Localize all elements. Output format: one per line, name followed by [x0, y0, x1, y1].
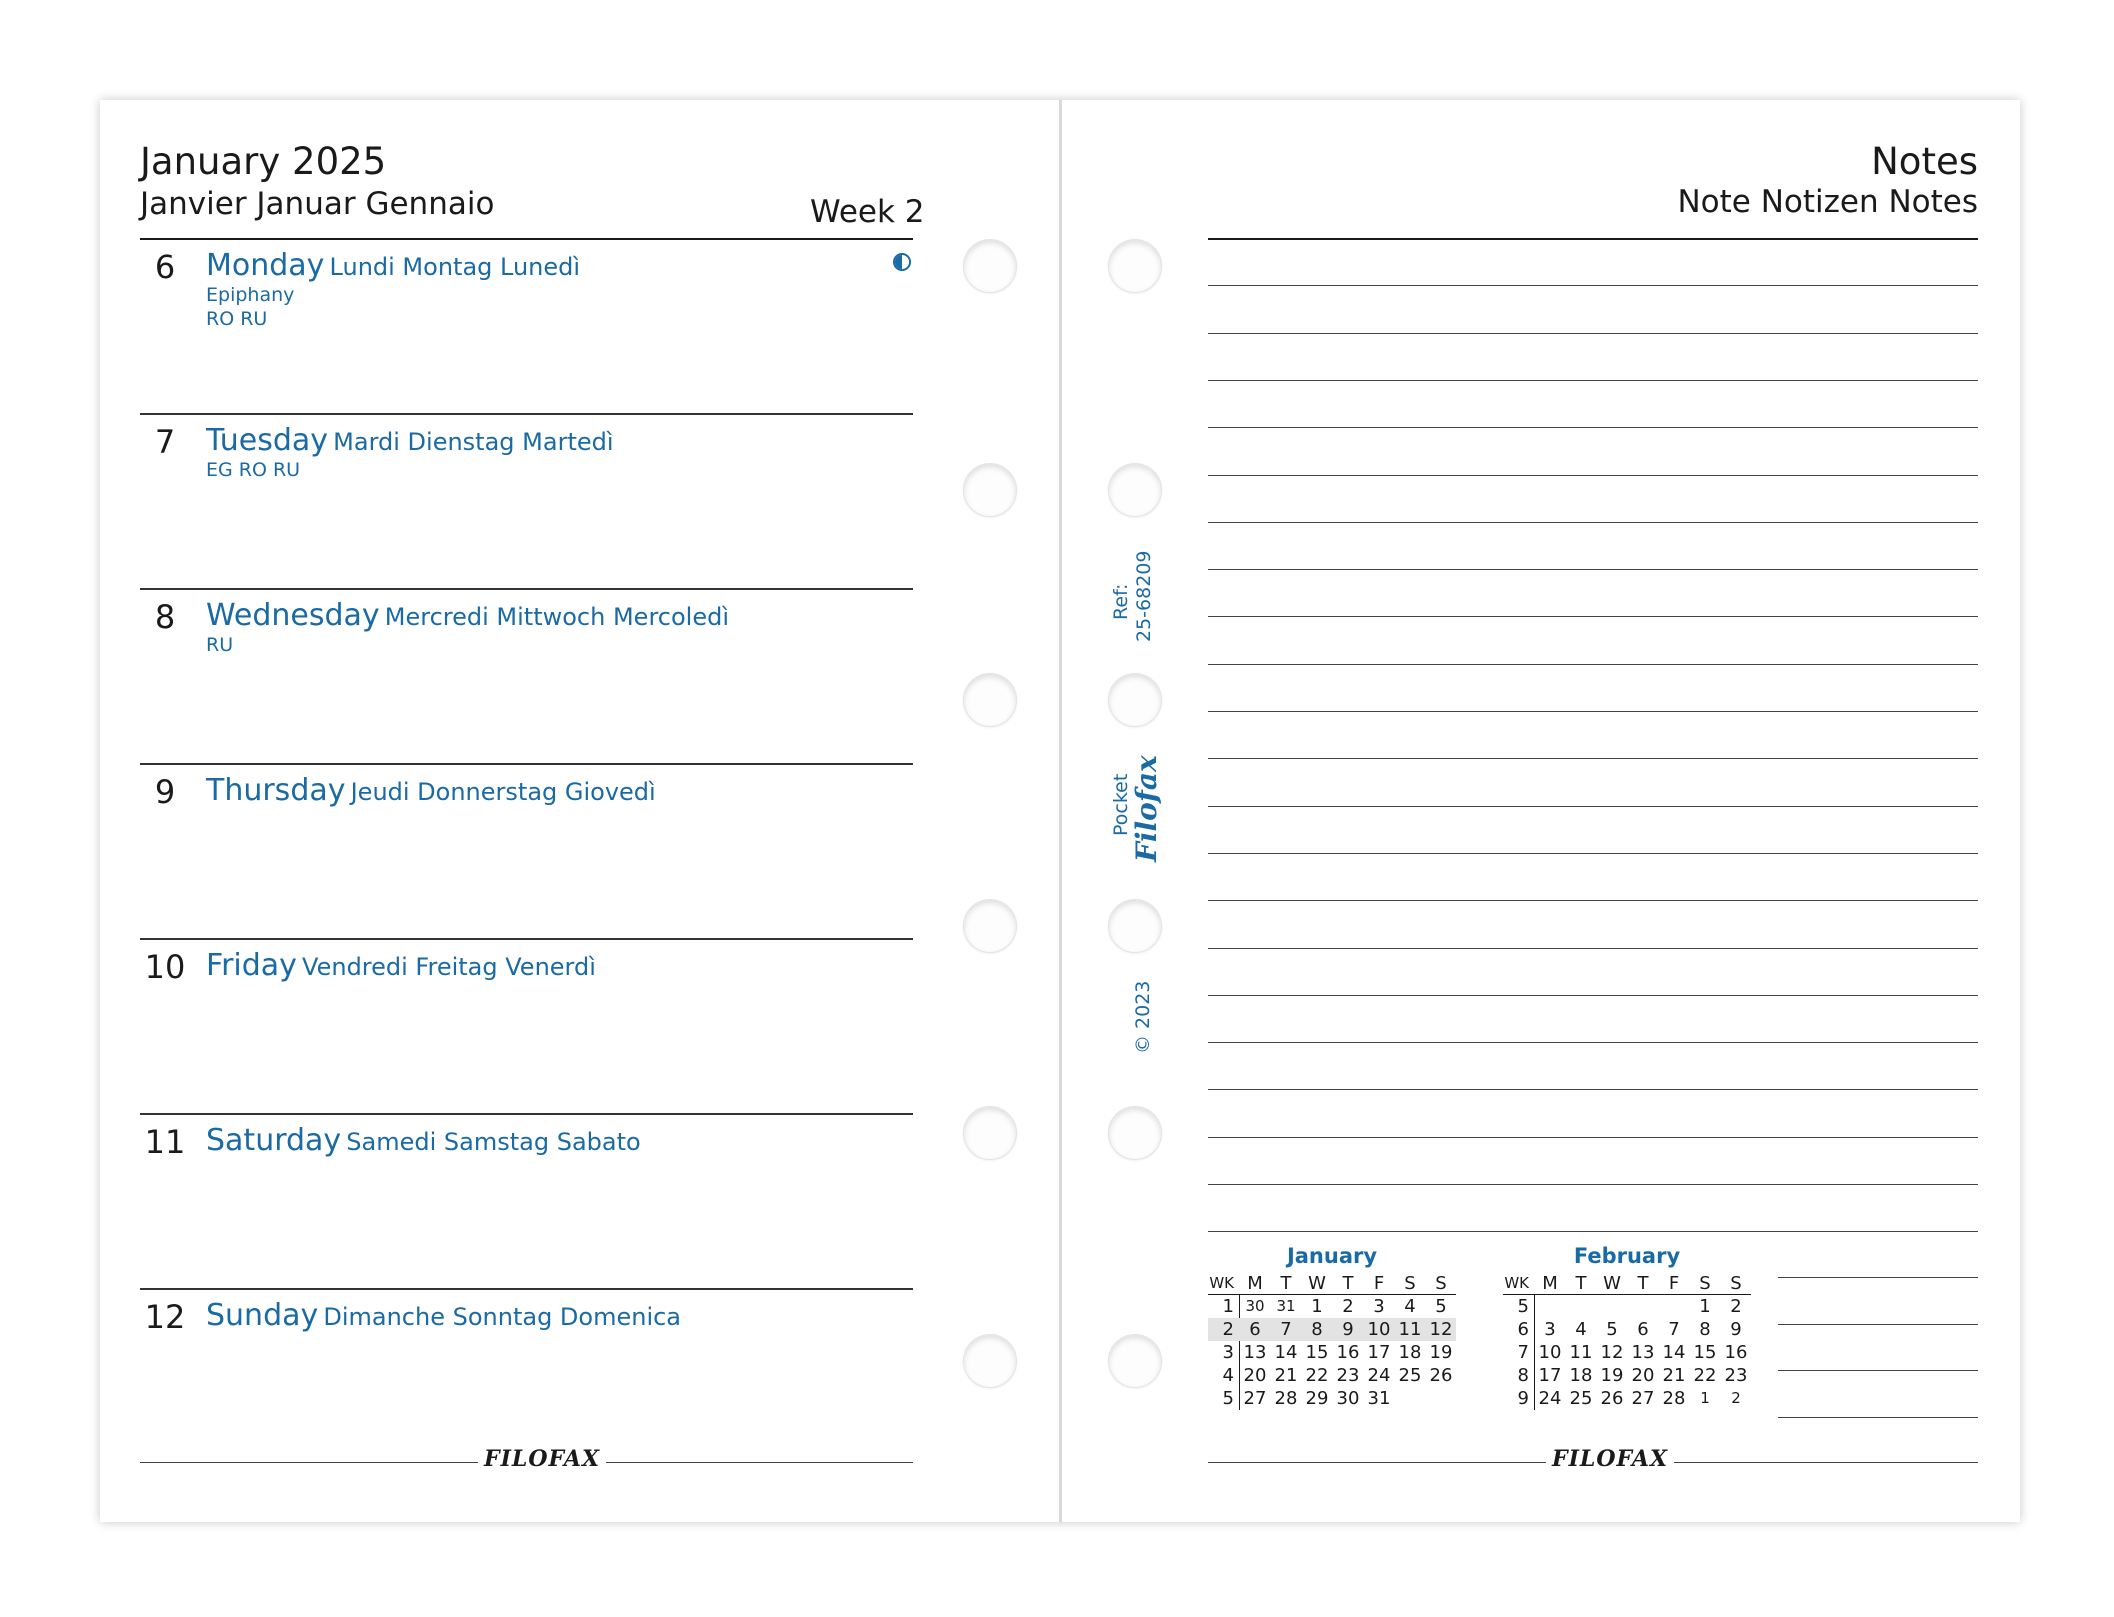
- note-line: [1208, 1231, 1978, 1232]
- calendar-date: 19: [1600, 1365, 1624, 1386]
- calendar-date: 25: [1569, 1388, 1593, 1409]
- day-name: Saturday: [206, 1123, 342, 1158]
- calendar-date: 17: [1367, 1342, 1391, 1363]
- note-line: [1208, 285, 1978, 286]
- day-heading: [206, 248, 580, 283]
- calendar-date: 21: [1274, 1365, 1298, 1386]
- calendar-date: 14: [1662, 1342, 1686, 1363]
- mini-calendar-week-row: [1503, 1341, 1753, 1364]
- note-line: [1208, 569, 1978, 570]
- ring-hole: [1108, 1334, 1162, 1388]
- page-gutter: [1059, 100, 1062, 1522]
- day-divider: [140, 413, 913, 415]
- calendar-date: 7: [1668, 1319, 1680, 1340]
- calendar-date: 6: [1637, 1319, 1649, 1340]
- calendar-date: 6: [1249, 1319, 1261, 1340]
- ref-number: 25-68209: [1133, 550, 1155, 642]
- calendar-date: 5: [1435, 1296, 1447, 1317]
- ring-hole: [963, 239, 1017, 293]
- weekday-header: T: [1637, 1273, 1649, 1294]
- day-divider: [140, 1288, 913, 1290]
- day-heading: [206, 773, 656, 808]
- mini-calendar-header: [1208, 1272, 1458, 1295]
- note-line-short: [1778, 1277, 1978, 1278]
- week-number: 7: [1517, 1342, 1529, 1363]
- calendar-date: 24: [1367, 1365, 1391, 1386]
- ring-hole: [1108, 463, 1162, 517]
- week-number: 3: [1222, 1342, 1234, 1363]
- day-translations: Mercredi Mittwoch Mercoledì: [384, 603, 729, 631]
- calendar-date: 9: [1342, 1319, 1354, 1340]
- brand-logo: Filofax: [1130, 755, 1163, 862]
- day-divider: [140, 1113, 913, 1115]
- calendar-date: 16: [1724, 1342, 1748, 1363]
- calendar-date: 5: [1606, 1319, 1618, 1340]
- ring-hole: [963, 1106, 1017, 1160]
- day-note: RO RU: [206, 308, 268, 330]
- format-label: Pocket: [1110, 773, 1132, 836]
- mini-calendar-week-row: [1503, 1387, 1753, 1410]
- calendar-date: 28: [1274, 1388, 1298, 1409]
- calendar-date: 21: [1662, 1365, 1686, 1386]
- note-line: [1208, 853, 1978, 854]
- weekday-header: S: [1730, 1273, 1742, 1294]
- week-number: 5: [1517, 1296, 1529, 1317]
- mini-calendar-title: February: [1573, 1244, 1681, 1268]
- calendar-date: 1: [1311, 1296, 1323, 1317]
- note-line: [1208, 806, 1978, 807]
- day-translations: Samedi Samstag Sabato: [346, 1128, 641, 1156]
- day-translations: Jeudi Donnerstag Giovedì: [350, 778, 656, 806]
- day-name: Friday: [206, 948, 297, 983]
- ring-hole: [1108, 239, 1162, 293]
- note-line: [1208, 711, 1978, 712]
- calendar-date: 18: [1398, 1342, 1422, 1363]
- week-number: 8: [1517, 1365, 1529, 1386]
- day-divider: [140, 588, 913, 590]
- note-line: [1208, 380, 1978, 381]
- weekday-header: F: [1668, 1273, 1680, 1294]
- weekday-header: T: [1575, 1273, 1587, 1294]
- calendar-date: 3: [1544, 1319, 1556, 1340]
- day-heading: [206, 423, 614, 458]
- calendar-date: 22: [1305, 1365, 1329, 1386]
- weekday-header: T: [1280, 1273, 1292, 1294]
- note-line: [1208, 948, 1978, 949]
- day-name: Tuesday: [206, 423, 329, 458]
- calendar-date: 15: [1305, 1342, 1329, 1363]
- calendar-date: 7: [1280, 1319, 1292, 1340]
- day-translations: Vendredi Freitag Venerdì: [302, 953, 596, 981]
- ref-label: Ref:: [1110, 583, 1132, 620]
- page-title: January 2025: [140, 140, 387, 183]
- mini-calendar-week-row: [1208, 1387, 1458, 1410]
- note-line: [1208, 333, 1978, 334]
- calendar-date: 4: [1404, 1296, 1416, 1317]
- day-heading: [206, 1298, 681, 1333]
- ring-hole: [1108, 899, 1162, 953]
- calendar-date: 25: [1398, 1365, 1422, 1386]
- calendar-date: 1: [1700, 1389, 1710, 1407]
- day-translations: Dimanche Sonntag Domenica: [323, 1303, 682, 1331]
- mini-calendar-week-row: [1208, 1295, 1458, 1318]
- week-number: 9: [1517, 1388, 1529, 1409]
- mini-calendar-title: January: [1286, 1244, 1378, 1268]
- day-translations: Lundi Montag Lunedì: [329, 253, 581, 281]
- weekday-header: W: [1308, 1273, 1326, 1294]
- calendar-date: 18: [1569, 1365, 1593, 1386]
- day-number: 9: [154, 773, 176, 811]
- calendar-date: 23: [1724, 1365, 1748, 1386]
- week-column-header: WK: [1209, 1274, 1234, 1292]
- mini-calendar-week-row: [1503, 1295, 1753, 1318]
- weekday-header: S: [1699, 1273, 1711, 1294]
- week-number: 4: [1222, 1365, 1234, 1386]
- ring-hole: [963, 463, 1017, 517]
- note-line: [1208, 522, 1978, 523]
- mini-calendar-week-row: [1208, 1364, 1458, 1387]
- calendar-date: 2: [1342, 1296, 1354, 1317]
- week-number: 2: [1222, 1319, 1234, 1340]
- weekday-header: S: [1404, 1273, 1416, 1294]
- calendar-date: 13: [1243, 1342, 1267, 1363]
- calendar-date: 20: [1631, 1365, 1655, 1386]
- calendar-date: 20: [1243, 1365, 1267, 1386]
- calendar-date: 11: [1398, 1319, 1422, 1340]
- filofax-logo-right: FILOFAX: [1546, 1446, 1674, 1472]
- day-note: RU: [206, 634, 234, 656]
- calendar-date: 27: [1631, 1388, 1655, 1409]
- note-line: [1208, 1089, 1978, 1090]
- calendar-date: 3: [1373, 1296, 1385, 1317]
- calendar-date: 30: [1336, 1388, 1360, 1409]
- week-column-header: WK: [1504, 1274, 1529, 1292]
- calendar-date: 13: [1631, 1342, 1655, 1363]
- weekday-header: W: [1603, 1273, 1621, 1294]
- note-line: [1208, 995, 1978, 996]
- note-line-short: [1778, 1417, 1978, 1418]
- note-line: [1208, 664, 1978, 665]
- note-line: [1208, 758, 1978, 759]
- calendar-date: 12: [1429, 1319, 1453, 1340]
- ring-hole: [1108, 673, 1162, 727]
- weekday-header: M: [1247, 1273, 1263, 1294]
- note-line: [1208, 900, 1978, 901]
- day-number: 12: [144, 1298, 186, 1336]
- day-note: EG RO RU: [206, 459, 301, 481]
- day-translations: Mardi Dienstag Martedì: [333, 428, 614, 456]
- calendar-date: 22: [1693, 1365, 1717, 1386]
- day-divider: [140, 763, 913, 765]
- calendar-date: 1: [1699, 1296, 1711, 1317]
- day-heading: [206, 1123, 641, 1158]
- calendar-date: 23: [1336, 1365, 1360, 1386]
- day-heading: [206, 598, 729, 633]
- day-name: Monday: [206, 248, 325, 283]
- note-line: [1208, 427, 1978, 428]
- calendar-date: 8: [1311, 1319, 1323, 1340]
- calendar-date: 10: [1367, 1319, 1391, 1340]
- week-label: Week 2: [810, 194, 925, 230]
- note-line: [1208, 1184, 1978, 1185]
- note-line: [1208, 616, 1978, 617]
- filofax-logo: FILOFAX: [478, 1446, 606, 1472]
- mini-calendar-week-row: [1503, 1364, 1753, 1387]
- calendar-date: 17: [1538, 1365, 1562, 1386]
- day-heading: [206, 948, 596, 983]
- note-line-short: [1778, 1370, 1978, 1371]
- day-number: 10: [144, 948, 186, 986]
- week-number: 1: [1222, 1296, 1234, 1317]
- notes-title: Notes: [1871, 140, 1978, 183]
- ring-hole: [963, 673, 1017, 727]
- day-name: Wednesday: [206, 598, 380, 633]
- calendar-date: 28: [1662, 1388, 1686, 1409]
- day-name: Thursday: [206, 773, 346, 808]
- calendar-date: 31: [1276, 1297, 1296, 1315]
- note-line: [1208, 475, 1978, 476]
- day-number: 6: [154, 248, 176, 286]
- day-number: 7: [154, 423, 176, 461]
- note-line: [1208, 1137, 1978, 1138]
- first-quarter-moon-icon: [893, 253, 911, 271]
- calendar-date: 24: [1538, 1388, 1562, 1409]
- calendar-date: 15: [1693, 1342, 1717, 1363]
- weekday-header: T: [1342, 1273, 1354, 1294]
- mini-calendar: [1208, 1272, 1458, 1410]
- ring-hole: [1108, 1106, 1162, 1160]
- mini-calendar-week-row: [1208, 1318, 1458, 1341]
- day-divider: [140, 938, 913, 940]
- calendar-date: 26: [1429, 1365, 1453, 1386]
- day-number: 8: [154, 598, 176, 636]
- calendar-date: 4: [1575, 1319, 1587, 1340]
- mini-calendar-week-row: [1503, 1318, 1753, 1341]
- mini-calendar-week-row: [1208, 1341, 1458, 1364]
- header-rule: [140, 238, 913, 240]
- note-line: [1208, 1042, 1978, 1043]
- week-number: 5: [1222, 1388, 1234, 1409]
- calendar-date: 31: [1367, 1388, 1391, 1409]
- calendar-date: 2: [1731, 1389, 1741, 1407]
- day-note: Epiphany: [206, 284, 295, 306]
- calendar-date: 8: [1699, 1319, 1711, 1340]
- weekday-header: M: [1542, 1273, 1558, 1294]
- calendar-date: 9: [1730, 1319, 1742, 1340]
- calendar-date: 26: [1600, 1388, 1624, 1409]
- calendar-date: 10: [1538, 1342, 1562, 1363]
- calendar-date: 19: [1429, 1342, 1453, 1363]
- calendar-date: 14: [1274, 1342, 1298, 1363]
- calendar-date: 29: [1305, 1388, 1329, 1409]
- calendar-date: 16: [1336, 1342, 1360, 1363]
- note-line-short: [1778, 1324, 1978, 1325]
- day-name: Sunday: [206, 1298, 319, 1333]
- weekday-header: S: [1435, 1273, 1447, 1294]
- ring-hole: [963, 899, 1017, 953]
- day-number: 11: [144, 1123, 186, 1161]
- mini-calendar: [1503, 1272, 1753, 1410]
- calendar-date: 2: [1730, 1296, 1742, 1317]
- copyright-label: © 2023: [1132, 980, 1154, 1054]
- calendar-date: 30: [1245, 1297, 1265, 1315]
- calendar-date: 12: [1600, 1342, 1624, 1363]
- notes-subtitle: Note Notizen Notes: [1677, 184, 1978, 220]
- calendar-date: 11: [1569, 1342, 1593, 1363]
- calendar-date: 27: [1243, 1388, 1267, 1409]
- page-subtitle: Janvier Januar Gennaio: [140, 186, 495, 222]
- mini-calendar-header: [1503, 1272, 1753, 1295]
- week-number: 6: [1517, 1319, 1529, 1340]
- ring-hole: [963, 1334, 1017, 1388]
- weekday-header: F: [1373, 1273, 1385, 1294]
- notes-header-rule: [1208, 238, 1978, 240]
